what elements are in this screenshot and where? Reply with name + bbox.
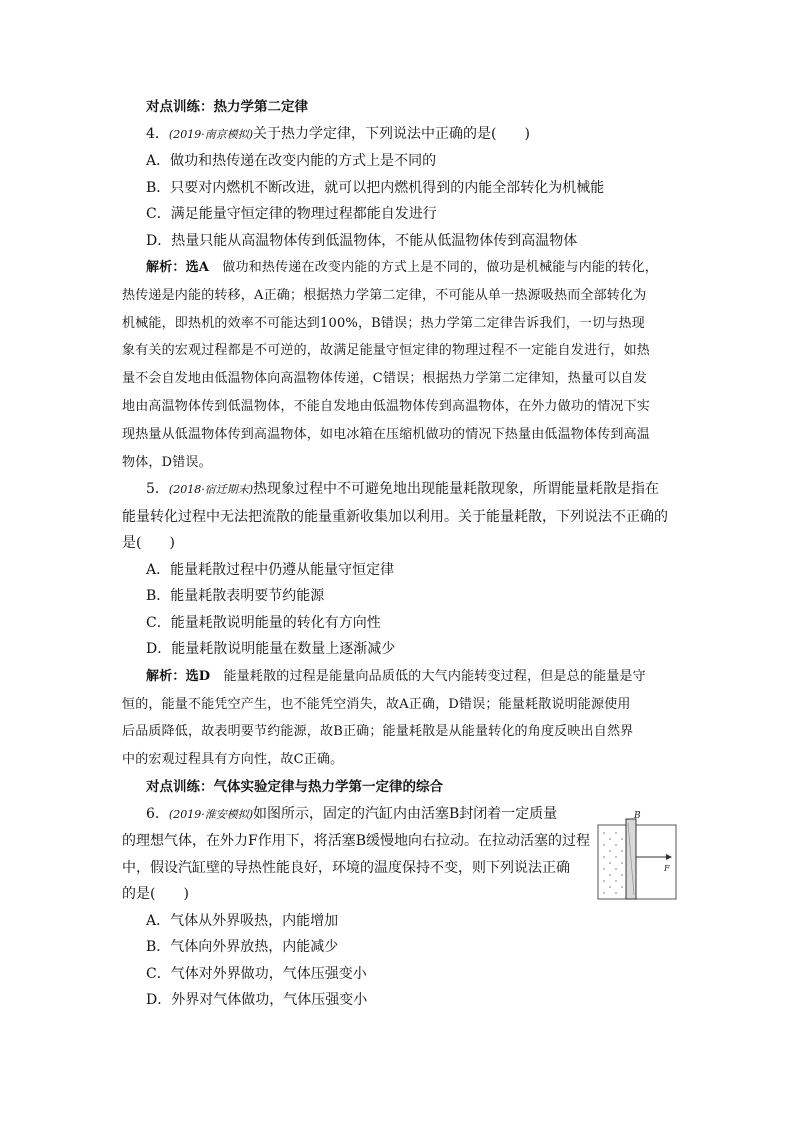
analysis-line [122, 663, 678, 691]
label-b: B [634, 810, 641, 821]
analysis-line: 现热量从低温物体传到高温物体，如电冰箱在压缩机做功的情况下热量由低温物体传到高温 [122, 426, 651, 442]
question-4-text: 关于热力学定律，下列说法中正确的是( ) [253, 125, 530, 142]
analysis-text: 能量耗散的过程是能量向品质低的大气内能转变过程，但是总的能量是守 [210, 668, 646, 684]
question-4-analysis [122, 254, 678, 476]
question-6-option-c: C．气体对外界做功，气体压强变小 [146, 965, 367, 982]
analysis-label: 解析：选A [146, 260, 210, 275]
analysis-line: 量不会自发地由低温物体向高温物体传递，C错误；根据热力学第二定律知，热量可以自发 [122, 371, 647, 387]
question-4-number: 4． [146, 125, 169, 142]
analysis-line: 象有关的宏观过程都是不可逆的，故满足能量守恒定律的物理过程不一定能自发进行，如热 [122, 343, 651, 359]
question-5-option-d: D．能量耗散说明能量在数量上逐渐减少 [146, 641, 396, 658]
section-heading-second-law: 对点训练：热力学第二定律 [146, 99, 308, 115]
gas-dots [603, 832, 622, 893]
question-5-option-b: B．能量耗散表明要节约能源 [146, 588, 325, 605]
question-6-stem-line-1 [122, 801, 678, 829]
question-4-option-c: C．满足能量守恒定律的物理过程都能自发进行 [146, 206, 437, 222]
analysis-label: 解析：选D [146, 668, 211, 684]
question-6-stem-line-3: 中，假设汽缸壁的导热性能良好，环境的温度保持不变，则下列说法正确 [122, 859, 570, 876]
question-6-number: 6． [146, 805, 169, 822]
question-6-stem-line-2: 的理想气体，在外力F作用下，将活塞B缓慢地向右拉动。在拉动活塞的过程 [122, 833, 590, 850]
question-5-stem-line-1 [122, 476, 678, 504]
question-6-option-b: B．气体向外界放热，内能减少 [146, 939, 339, 956]
analysis-line: 恒的，能量不能凭空产生，也不能凭空消失，故A正确，D错误；能量耗散说明能源使用 [122, 696, 631, 712]
question-4-stem [122, 121, 678, 149]
question-4-option-a: A．做功和热传递在改变内能的方式上是不同的 [146, 153, 437, 169]
section-heading-gas-law: 对点训练：气体实验定律与热力学第一定律的综合 [146, 779, 443, 796]
document-content [122, 94, 678, 1014]
question-5-option-a: A．能量耗散过程中仍遵从能量守恒定律 [146, 561, 395, 578]
analysis-line: 热传递是内能的转移，A正确；根据热力学第二定律，不可能从单一热源吸热而全部转化为 [122, 287, 647, 303]
analysis-line: 地由高温物体传到低温物体，不能自发地由低温物体传到高温物体，在外力做功的情况下实 [122, 398, 651, 414]
question-6-stem-line-4: 的是( ) [122, 886, 189, 903]
question-4-option-b: B．只要对内燃机不断改进，就可以把内燃机得到的内能全部转化为机械能 [146, 179, 605, 196]
question-5-analysis [122, 663, 678, 774]
question-6-option-a: A．气体从外界吸热，内能增加 [146, 912, 339, 929]
analysis-line: 物体，D错误。 [122, 454, 212, 470]
question-6-source: (2019·淮安模拟) [168, 807, 253, 821]
analysis-line [122, 254, 678, 282]
question-5-option-c: C．能量耗散说明能量的转化有方向性 [146, 614, 381, 631]
question-5-source: (2018·宿迁期末) [168, 483, 253, 497]
force-arrow-head [666, 854, 672, 860]
question-6-option-d: D．外界对气体做功，气体压强变小 [146, 992, 368, 1009]
question-5-stem-line-2: 能量转化过程中无法把流散的能量重新收集加以利用。关于能量耗散，下列说法不正确的 [122, 508, 668, 525]
question-4-source: (2019·南京模拟) [168, 127, 253, 141]
cylinder-piston-figure [596, 809, 678, 905]
analysis-line: 中的宏观过程具有方向性，故C正确。 [122, 752, 344, 768]
question-5-stem-line-3: 是( ) [122, 535, 175, 552]
analysis-line: 机械能，即热机的效率不可能达到100%，B错误；热力学第二定律告诉我们，一切与热现 [122, 315, 645, 331]
question-5-number: 5． [146, 481, 169, 498]
question-4-option-d: D．热量只能从高温物体传到低温物体，不能从低温物体传到高温物体 [146, 232, 578, 249]
question-6-text: 如图所示，固定的汽缸内由活塞B封闭着一定质量 [253, 805, 558, 822]
question-5-text: 热现象过程中不可避免地出现能量耗散现象，所谓能量耗散是指在 [253, 481, 659, 498]
label-f: F [664, 863, 670, 873]
analysis-line: 后品质降低，故表明要节约能源，故B正确；能量耗散是从能量转化的角度反映出自然界 [122, 724, 634, 740]
cylinder-wall [598, 825, 676, 899]
question-6 [122, 801, 678, 1014]
analysis-text: 做功和热传递在改变内能的方式上是不同的，做功是机械能与内能的转化， [209, 260, 658, 275]
